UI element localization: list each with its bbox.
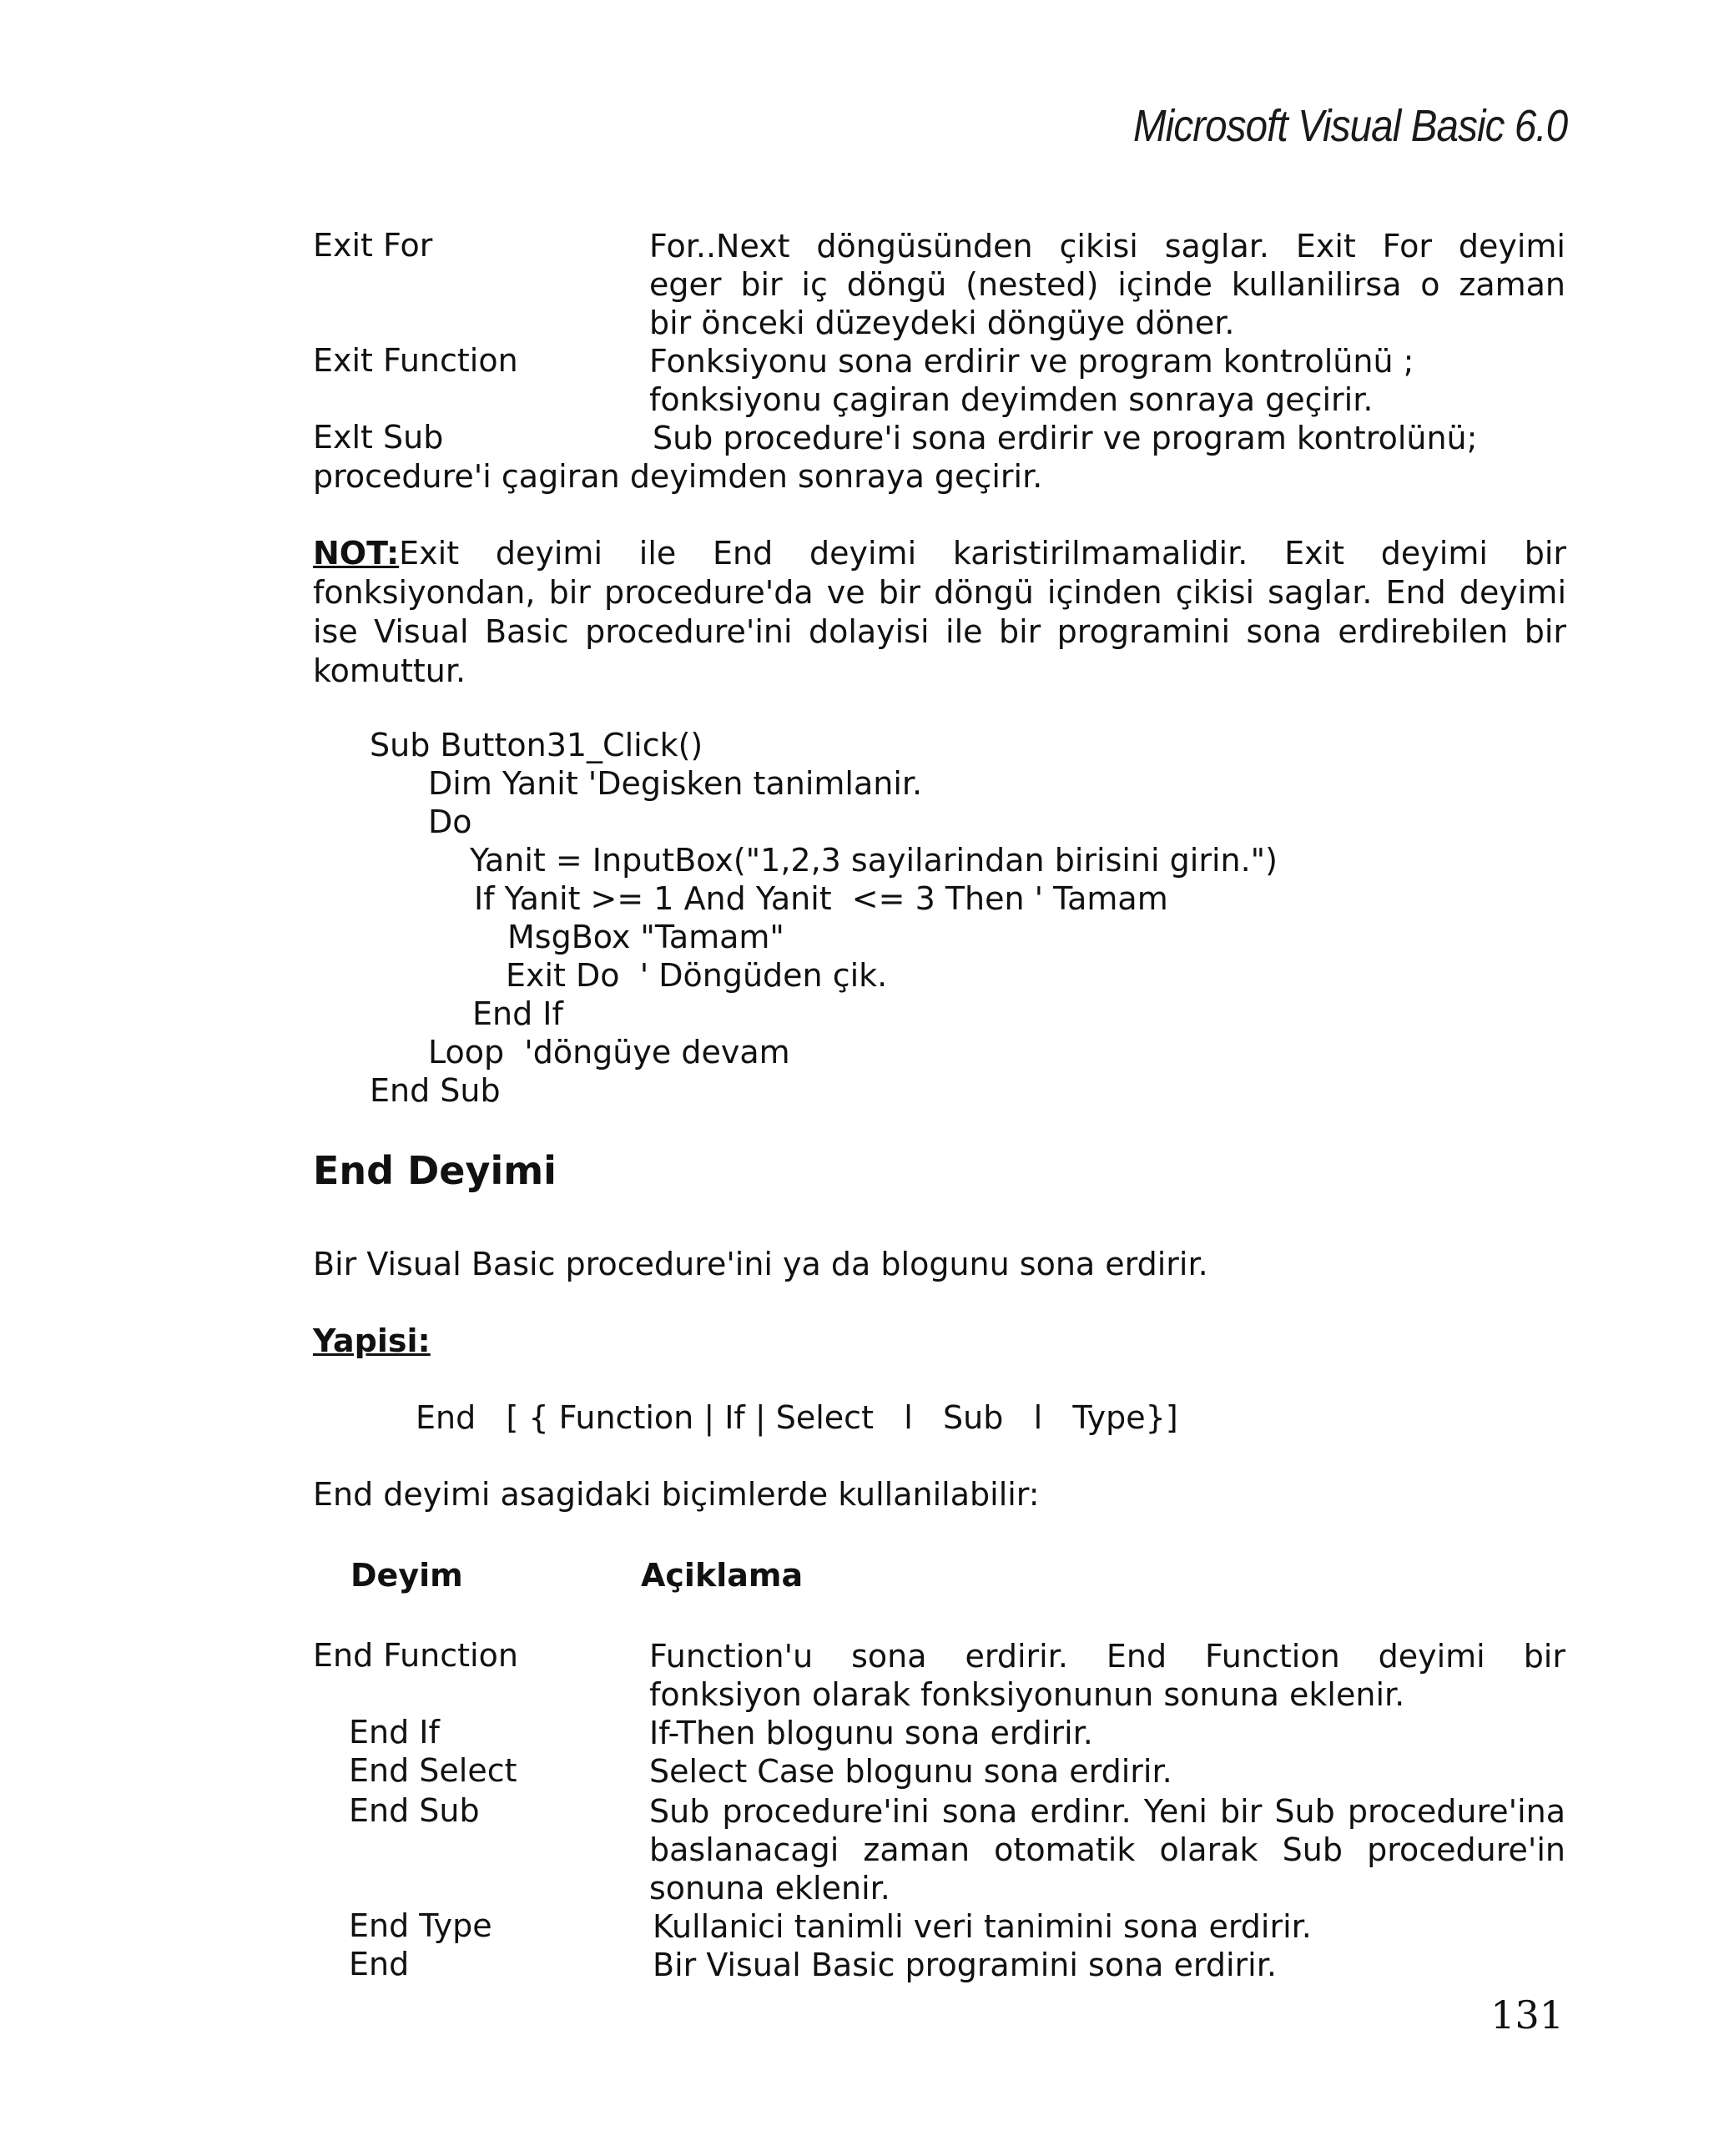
term-exit-function: Exit Function (313, 342, 518, 379)
section-intro: Bir Visual Basic procedure'ini ya da blogunu sona erdirir. (313, 1246, 1208, 1282)
code-line: End Sub (370, 1072, 501, 1109)
desc-line: Bir Visual Basic programini sona erdirir. (653, 1947, 1277, 1983)
code-line: Exit Do ' Döngüden çik. (506, 957, 888, 994)
note-line: komuttur. (313, 652, 466, 689)
table-row-desc (649, 1637, 1565, 1714)
page-number: 131 (1490, 1992, 1564, 2038)
note-line (313, 534, 1566, 573)
note-line: ise Visual Basic procedure'ini dolayisi ile bir programini sona erdirebilen bir (313, 613, 1566, 650)
desc-line: bir önceki düzeydeki döngüye döner. (649, 305, 1235, 341)
desc-exit-sub-continuation: procedure'i çagiran deyimden sonraya geçirir. (313, 458, 1043, 495)
desc-exit-sub (653, 419, 1569, 457)
desc-line: baslanacagi zaman otomatik olarak Sub procedure'in (649, 1831, 1565, 1868)
desc-line: Sub procedure'ini sona erdinr. Yeni bir Sub procedure'ina (649, 1793, 1565, 1830)
code-line: MsgBox "Tamam" (507, 919, 784, 955)
code-line: Yanit = InputBox("1,2,3 sayilarindan birisini girin.") (470, 842, 1278, 879)
desc-line: eger bir iç döngü (nested) içinde kullanilirsa o zaman (649, 266, 1565, 303)
term-exit-sub: Exlt Sub (313, 419, 444, 456)
desc-line: fonksiyonu çagiran deyimden sonraya geçirir. (649, 381, 1374, 418)
table-header-deyim: Deyim (350, 1557, 463, 1594)
running-header: Microsoft Visual Basic 6.0 (1132, 101, 1567, 151)
note-label: NOT: (313, 535, 400, 572)
desc-exit-for (649, 227, 1565, 342)
desc-line: fonksiyon olarak fonksiyonunun sonuna eklenir. (649, 1676, 1405, 1713)
table-row-desc (653, 1907, 1569, 1946)
term-exit-for: Exit For (313, 227, 433, 264)
desc-line: Function'u sona erdirir. End Function deyimi bir (649, 1638, 1565, 1675)
table-row-desc (649, 1714, 1565, 1752)
usage-text: End deyimi asagidaki biçimlerde kullanilabilir: (313, 1476, 1040, 1513)
code-line: If Yanit >= 1 And Yanit <= 3 Then ' Tamam (474, 880, 1168, 917)
table-row-desc (649, 1752, 1565, 1791)
desc-line: Kullanici tanimli veri tanimini sona erdirir. (653, 1908, 1312, 1945)
table-row-term: End If (349, 1714, 440, 1750)
table-row-desc (653, 1946, 1569, 1984)
section-heading: End Deyimi (313, 1148, 557, 1193)
code-line: Do (428, 803, 472, 840)
code-line: Sub Button31_Click() (370, 727, 703, 763)
table-row-term: End Function (313, 1637, 518, 1674)
desc-line: Fonksiyonu sona erdirir ve program kontrolünü ; (649, 343, 1414, 380)
table-row-desc (649, 1792, 1565, 1907)
desc-line: Select Case blogunu sona erdirir. (649, 1753, 1172, 1790)
note-line: fonksiyondan, bir procedure'da ve bir döngü içinden çikisi saglar. End deyimi (313, 574, 1566, 611)
table-row-term: End (349, 1946, 410, 1982)
syntax-line: End [ { Function | If | Select l Sub l Type}] (416, 1399, 1178, 1436)
code-line: End If (472, 995, 563, 1032)
desc-exit-function (649, 342, 1565, 419)
desc-line: If-Then blogunu sona erdirir. (649, 1715, 1093, 1751)
code-line: Loop 'döngüye devam (428, 1034, 790, 1070)
table-row-term: End Type (349, 1907, 492, 1944)
table-header-aciklama: Açiklama (641, 1557, 804, 1594)
syntax-label: Yapisi: (313, 1322, 431, 1359)
desc-line: Sub procedure'i sona erdirir ve program kontrolünü; (653, 420, 1478, 456)
note-line-text: Exit deyimi ile End deyimi karistirilmamalidir. Exit deyimi bir (399, 535, 1566, 572)
code-line: Dim Yanit 'Degisken tanimlanir. (428, 765, 923, 802)
note-paragraph (313, 534, 1566, 691)
table-row-term: End Select (349, 1752, 517, 1789)
desc-line: For..Next döngüsünden çikisi saglar. Exit For deyimi (649, 228, 1565, 264)
desc-line: sonuna eklenir. (649, 1870, 890, 1907)
table-row-term: End Sub (349, 1792, 480, 1829)
